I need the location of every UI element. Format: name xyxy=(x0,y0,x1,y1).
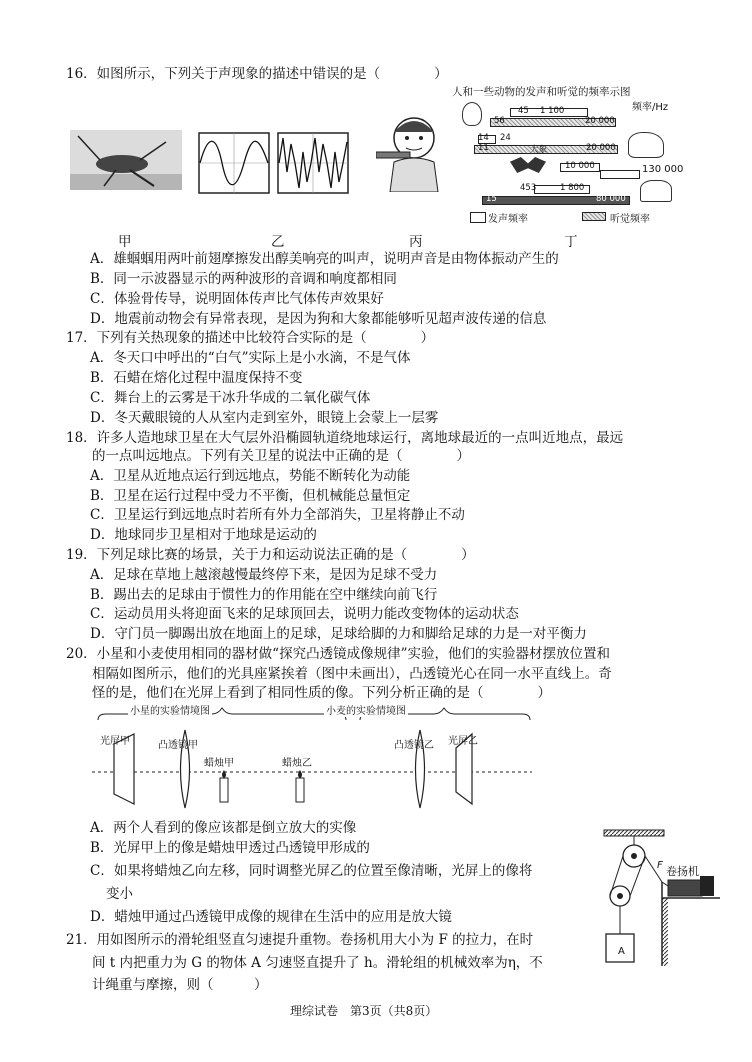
q18-option-d: D．地球同步卫星相对于地球是运动的 xyxy=(90,527,317,543)
lens-experiment-figure xyxy=(92,704,532,810)
q21-stem-line2: 间 t 内把重力为 G 的物体 A 匀速竖直提升了 h。滑轮组的机械效率为η，不 xyxy=(92,955,543,971)
cricket-image xyxy=(70,130,182,190)
bar-label: 11 xyxy=(478,143,489,153)
force-label: F xyxy=(657,860,663,871)
q19-option-a: A．足球在草地上越滚越慢最终停下来，是因为足球不受力 xyxy=(90,567,438,583)
bar-label: 80 000 xyxy=(596,194,626,204)
q17-option-b: B．石蜡在熔化过程中温度保持不变 xyxy=(90,370,303,386)
bar-label: 1 800 xyxy=(560,183,585,193)
figure-left-title: 小星的实验情境图 xyxy=(128,702,212,717)
q18-option-b: B．卫星在运行过程中受力不平衡，但机械能总量恒定 xyxy=(90,488,411,504)
label-lens-jia: 凸透镜甲 xyxy=(158,740,198,751)
dog-icon xyxy=(640,180,672,202)
q18-stem-line1: 18．许多人造地球卫星在大气层外沿椭圆轨道绕地球运行，离地球最近的一点叫近地点，最远 xyxy=(66,430,624,446)
label-candle-yi: 蜡烛乙 xyxy=(282,758,312,769)
q17-stem: 17．下列有关热现象的描述中比较符合实际的是（ ） xyxy=(66,330,435,346)
legend-hear-swatch xyxy=(582,212,606,221)
q16-option-c: C．体验骨传导，说明固体传声比气体传声效果好 xyxy=(90,291,384,307)
caption-yi: 乙 xyxy=(271,234,285,250)
block-label: A xyxy=(618,946,625,957)
winch-label: 卷扬机 xyxy=(666,865,699,878)
caption-bing: 丙 xyxy=(409,234,423,250)
q20-stem-line2: 相隔如图所示，他们的光具座紧挨着（图中未画出），凸透镜光心在同一水平直线上。奇 xyxy=(92,666,612,682)
bar-label: 1 100 xyxy=(540,106,565,116)
legend-emit-label: 发声频率 xyxy=(488,214,528,225)
q20-option-c: C．如果将蜡烛乙向左移，同时调整光屏乙的位置至像清晰，光屏上的像将 xyxy=(90,863,533,879)
oscilloscope-wave-2 xyxy=(277,132,349,194)
q19-option-c: C．运动员用头将迎面飞来的足球顶回去，说明力能改变物体的运动状态 xyxy=(90,606,519,622)
elephant-icon xyxy=(628,132,664,158)
bar-label: 453 xyxy=(520,183,537,193)
human-head-icon xyxy=(462,102,482,126)
bat-hear-bar xyxy=(600,170,640,179)
pulley-system-figure xyxy=(592,826,722,978)
q16-stem: 16．如图所示，下列关于声现象的描述中错误的是（ ） xyxy=(66,66,448,82)
bar-label: 15 xyxy=(486,194,497,204)
q20-option-d: D．蜡烛甲通过凸透镜甲成像的规律在生活中的应用是放大镜 xyxy=(90,909,452,925)
bar-label: 14 xyxy=(478,133,489,143)
bar-label: 45 xyxy=(518,106,529,116)
q20-stem-line3: 怪的是，他们在光屏上看到了相同性质的像。下列分析正确的是（ ） xyxy=(92,685,551,701)
page-footer: 理综试卷 第3页（共8页） xyxy=(290,1004,438,1018)
q18-option-c: C．卫星运行到远地点时若所有外力全部消失，卫星将静止不动 xyxy=(90,507,465,523)
label-candle-jia: 蜡烛甲 xyxy=(204,758,234,769)
q19-stem: 19．下列足球比赛的场景，关于力和运动说法正确的是（ ） xyxy=(66,547,475,563)
q17-option-c: C．舞台上的云雾是干冰升华成的二氧化碳气体 xyxy=(90,390,371,406)
q16-option-b: B．同一示波器显示的两种波形的音调和响度都相同 xyxy=(90,271,397,287)
q17-option-a: A．冬天口中呼出的“白气”实际上是小水滴，不是气体 xyxy=(90,350,411,366)
q18-stem-line2: 的一点叫远地点。下列有关卫星的说法中正确的是（ ） xyxy=(92,448,470,464)
q16-option-d: D．地震前动物会有异常表现，是因为狗和大象都能够听见超声波传递的信息 xyxy=(90,311,547,327)
chart-title: 人和一些动物的发声和听觉的频率示图 xyxy=(452,86,631,98)
chart-unit: 频率/Hz xyxy=(632,102,669,113)
q16-option-a: A．雄蝈蝈用两叶前翅摩擦发出醇美响亮的叫声，说明声音是由物体振动产生的 xyxy=(90,251,559,267)
bar-label: 10 000 xyxy=(565,161,595,171)
q18-option-a: A．卫星从近地点运行到远地点，势能不断转化为动能 xyxy=(90,468,411,484)
legend-emit-swatch xyxy=(470,212,486,223)
bar-label: 20 000 xyxy=(585,116,615,126)
figure-right-title: 小麦的实验情境图 xyxy=(324,702,408,717)
oscilloscope-wave-1 xyxy=(198,132,270,194)
caption-ding: 丁 xyxy=(564,234,578,250)
q20-option-b: B．光屏甲上的像是蜡烛甲透过凸透镜甲形成的 xyxy=(90,840,370,856)
bar-label: 24 xyxy=(500,133,511,143)
q20-stem-line1: 20．小星和小麦使用相同的器材做“探究凸透镜成像规律”实验，他们的实验器材摆放位置和 xyxy=(66,646,610,662)
label-lens-yi: 凸透镜乙 xyxy=(394,740,434,751)
bone-conduction-image xyxy=(376,110,448,192)
bat-icon xyxy=(510,157,546,173)
legend-hear-label: 听觉频率 xyxy=(610,214,650,225)
q21-stem-line1: 21．用如图所示的滑轮组竖直匀速提升重物。卷扬机用大小为 F 的拉力，在时 xyxy=(66,932,534,948)
label-screen-yi: 光屏乙 xyxy=(448,736,478,747)
q20-option-c-cont: 变小 xyxy=(106,886,133,902)
bar-label: 130 000 xyxy=(642,164,684,175)
caption-jia: 甲 xyxy=(118,234,132,250)
label-screen-jia: 光屏甲 xyxy=(100,736,130,747)
bar-label: 大象 xyxy=(530,145,548,155)
q19-option-b: B．踢出去的足球由于惯性力的作用能在空中继续向前飞行 xyxy=(90,587,438,603)
bar-label: 56 xyxy=(494,116,505,126)
q20-option-a: A．两个人看到的像应该都是倒立放大的实像 xyxy=(90,820,357,836)
bar-label: 20 000 xyxy=(586,143,616,153)
q17-option-d: D．冬天戴眼镜的人从室内走到室外，眼镜上会蒙上一层雾 xyxy=(90,410,439,426)
q19-option-d: D．守门员一脚踢出放在地面上的足球，足球给脚的力和脚给足球的力是一对平衡力 xyxy=(90,626,587,642)
q21-stem-line3: 计绳重与摩擦，则（ ） xyxy=(92,977,268,993)
